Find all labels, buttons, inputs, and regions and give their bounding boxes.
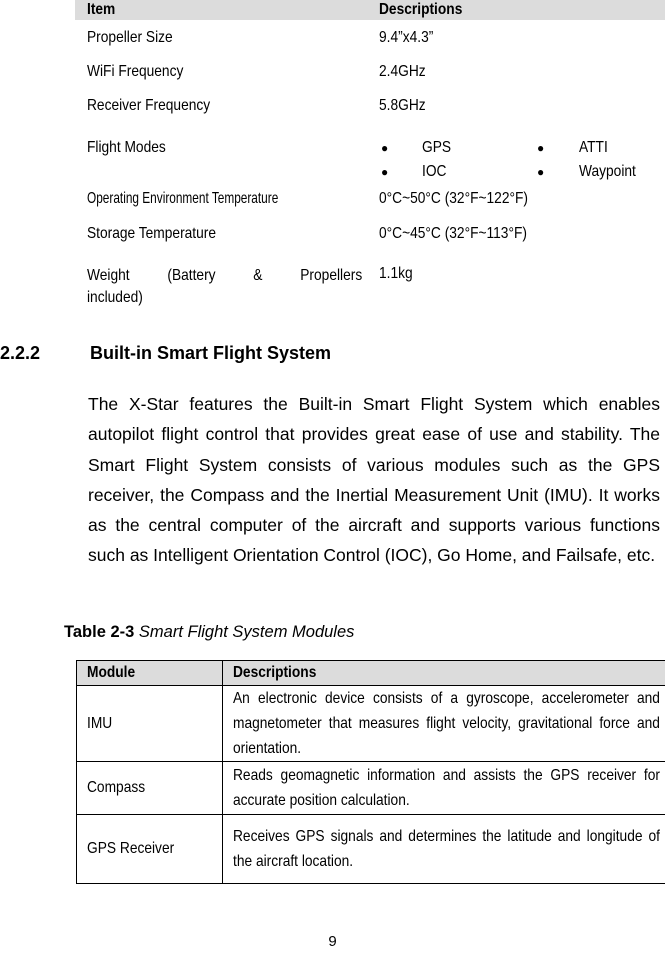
header-item: Item [87, 1, 116, 18]
spec-value: 0°C~45°C (32°F~113°F) [379, 225, 527, 242]
module-name-text: Compass [87, 779, 146, 796]
section-number: 2.2.2 [0, 343, 41, 363]
header-descriptions-label: Descriptions [233, 664, 317, 681]
module-description-text: Reads geomagnetic information and assists the GPS receiver for accurate position calculation. [233, 767, 660, 809]
table-row [77, 815, 665, 884]
module-name-text: GPS Receiver [87, 840, 175, 857]
page-number: 9 [328, 933, 337, 950]
spec-item: Storage Temperature [87, 225, 217, 242]
spec-value: 9.4”x4.3” [379, 29, 434, 46]
module-description [223, 686, 665, 762]
header-descriptions: Descriptions [379, 1, 463, 18]
spec-table-header [75, 0, 665, 20]
word: Propellers [300, 267, 363, 284]
module-description [223, 815, 665, 884]
section-title: Built-in Smart Flight System [90, 343, 332, 363]
module-name [77, 686, 223, 762]
spec-item [87, 265, 362, 309]
module-description-text: An electronic device consists of a gyroscope, accelerometer and magnetometer that measures flight velocity, gravitational force and orientation. [233, 690, 660, 757]
spec-value: 5.8GHz [379, 97, 426, 114]
header-module [77, 661, 223, 686]
spec-item: Operating Environment Temperature [87, 190, 279, 207]
header-descriptions [223, 661, 665, 686]
table-row [77, 762, 665, 815]
module-description-text: Receives GPS signals and determines the latitude and longitude of the aircraft location. [233, 828, 660, 870]
word: (Battery [167, 267, 216, 284]
module-table-header [77, 661, 665, 686]
bullet-icon: ● [537, 141, 545, 155]
mode-waypoint: Waypoint [579, 163, 636, 180]
spec-table [75, 0, 665, 306]
bullet-icon: ● [381, 165, 389, 179]
weight-label-line2: included) [87, 289, 143, 306]
module-name [77, 762, 223, 815]
spec-item: Receiver Frequency [87, 97, 211, 114]
module-table [76, 660, 665, 884]
bullet-icon: ● [537, 165, 545, 179]
table-caption [64, 623, 354, 642]
spec-value: 1.1kg [379, 265, 413, 282]
caption-label: Table 2-3 [64, 623, 135, 641]
module-description [223, 762, 665, 815]
spec-item: Propeller Size [87, 29, 173, 46]
caption-title: Smart Flight System Modules [138, 623, 355, 641]
module-name-text: IMU [87, 714, 113, 732]
bullet-icon: ● [381, 141, 389, 155]
header-module-label: Module [87, 664, 136, 681]
mode-ioc: IOC [422, 163, 447, 180]
spec-value: 0°C~50°C (32°F~122°F) [379, 190, 528, 207]
module-name [77, 815, 223, 884]
mode-gps: GPS [422, 139, 452, 156]
table-row [77, 686, 665, 762]
section-paragraph: The X-Star features the Built-in Smart Flight System which enables autopilot flight control that provides great ease of use and stability. The Smart Flight System consists of various modules such as the GPS receiver, the Compass and the Inertial Measurement Unit (IMU). It works as the central computer of the aircraft and supports various functions such as Intelligent Orientation Control (IOC), Go Home, and Failsafe, etc. [88, 394, 660, 566]
spec-row-flight-modes [75, 139, 665, 183]
weight-label-line1 [87, 265, 362, 287]
spec-item: Flight Modes [87, 139, 166, 156]
spec-value: 2.4GHz [379, 63, 426, 80]
spec-item: WiFi Frequency [87, 63, 184, 80]
word: Weight [87, 267, 130, 284]
word: & [253, 267, 263, 284]
mode-atti: ATTI [579, 139, 608, 156]
